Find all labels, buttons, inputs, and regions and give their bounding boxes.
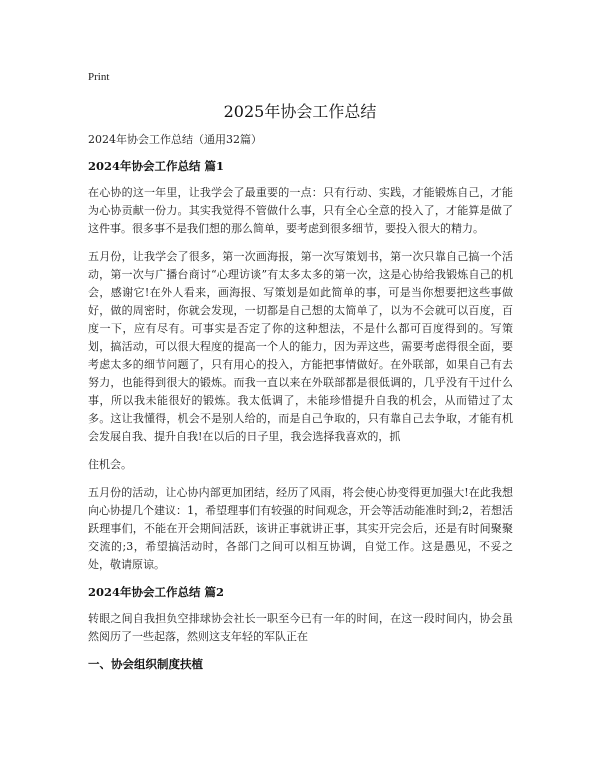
section-heading: 2024年协会工作总结 篇1 (88, 159, 225, 173)
paragraph: 转眼之间自我担负空排球协会社长一职至今已有一年的时间，在这一段时间内，协会虽然阅历了一些起落，然则这支年轻的军队正在 (88, 612, 513, 643)
paragraph: 在心协的这一年里，让我学会了最重要的一点：只有行动、实践，才能锻炼自己，才能为心协贡献一份力。其实我觉得不管做什么事，只有全心全意的投入了，才能算是做了这件事。很多事不是我们想的那么简单，要考虑到很多细节，要投入很大的精力。 (88, 186, 513, 235)
document-subtitle: 2024年协会工作总结（通用32篇） (88, 133, 262, 146)
document-body (88, 132, 513, 682)
section-heading: 一、协会组织制度扶植 (88, 657, 203, 671)
paragraph: 五月份的活动，让心协内部更加团结，经历了风雨，将会使心协变得更加强大!在此我想向心协提几个建议：1，希望理事们有较强的时间观念，开会等活动能准时到;2，若想活跃理事们，不能在开会期间活跃，该讲正事就讲正事，其实开完会后，还是有时间聚聚交流的;3，希望搞活动时，各部门之间可以相互协调，自觉工作。这是愚见，不妥之处，敬请原谅。 (88, 486, 513, 571)
paragraph: 住机会。 (88, 458, 132, 471)
print-link[interactable]: Print (88, 71, 110, 83)
section-heading: 2024年协会工作总结 篇2 (88, 585, 225, 599)
paragraph: 五月份，让我学会了很多，第一次画海报，第一次写策划书，第一次只靠自己搞一个活动，第一次与广播台商讨“心理访谈”有太多太多的第一次，这是心协给我锻炼自己的机会，感谢它!在外人看来，画海报、写策划是如此简单的事，可是当你想要把这些事做好，做的周密时，你就会发现，一切都是自己想的太简单了，以为不会就可以百度，百度一下，应有尽有。可事实是否定了你的这种想法，不是什么都可百度得到的。写策划，搞活动，可以很大程度的提高一个人的能力，因为弄这些，需要考虑得很全面，要考虑太多的细节问题了，只有用心的投入，方能把事情做好。在外联部，如果自己有去努力，也能得到很大的锻炼。而我一直以来在外联部都是很低调的，几乎没有干过什么事，所以我未能很好的锻炼。我太低调了，未能珍惜提升自我的机会，从而错过了太多。这让我懂得，机会不是别人给的，而是自己争取的，只有靠自己去争取，才能有机会发展自我、提升自我!在以后的日子里，我会选择我喜欢的，抓 (88, 250, 513, 443)
page-title: 2025年协会工作总结 (223, 102, 377, 121)
